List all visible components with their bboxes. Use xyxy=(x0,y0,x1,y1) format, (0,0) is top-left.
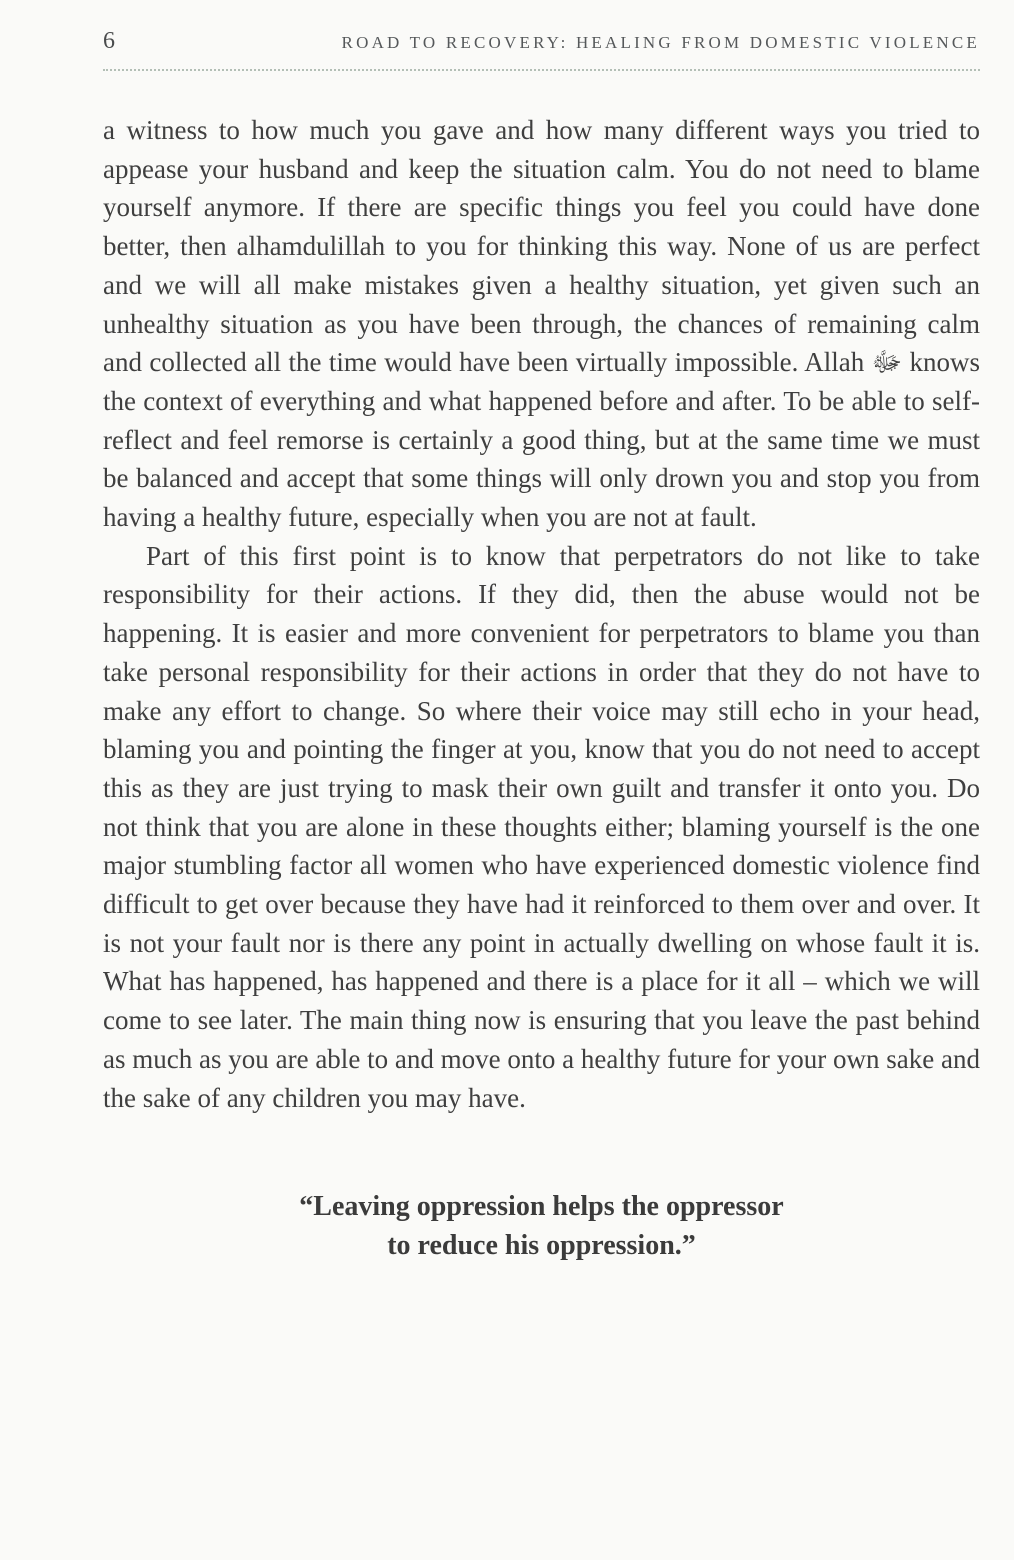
running-header-title: ROAD TO RECOVERY: HEALING FROM DOMESTIC VIOLENCE xyxy=(341,33,980,52)
paragraph-second: Part of this first point is to know that perpetrators do not like to take responsibility for their actions. If they did, then the abuse would not be happening. It is easier and more convenient for perpetrators to blame you than take personal responsibility for their actions in order that they do not have to make any effort to change. So where their voice may still echo in your head, blaming you and pointing the finger at you, know that you do not need to accept this as they are just trying to mask their own guilt and transfer it onto you. Do not think that you are alone in these thoughts either; blaming yourself is the one major stumbling factor all women who have experienced domestic violence find difficult to get over because they have had it reinforced to them over and over. It is not your fault nor is there any point in actually dwelling on whose fault it is. What has happened, has happened and there is a place for it all – which we will come to see later. The main thing now is ensuring that you leave the past behind as much as you are able to and move onto a healthy future for your own sake and the sake of any children you may have. xyxy=(103,540,980,1113)
pull-quote xyxy=(103,1187,980,1265)
page-body xyxy=(103,111,980,1265)
paragraph-continuation: a witness to how much you gave and how many different ways you tried to appease your husband and keep the situation calm. You do not need to blame yourself anymore. If there are specific things you feel you could have done better, then alhamdulillah to you for thinking this way. None of us are perfect and we will all make mistakes given a healthy situation, yet given such an unhealthy situation as you have been through, the chances of remaining calm and collected all the time would have been virtually impossible. Allah ﷻ knows the context of everything and what happened before and after. To be able to self-reflect and feel remorse is certainly a good thing, but at the same time we must be balanced and accept that some things will only drown you and stop you from having a healthy future, especially when you are not at fault. xyxy=(103,115,980,533)
pull-quote-line-2: to reduce his oppression.” xyxy=(387,1230,696,1262)
pull-quote-line-1: “Leaving oppression helps the oppressor xyxy=(299,1191,784,1223)
page-number: 6 xyxy=(103,28,116,54)
running-header xyxy=(103,28,980,71)
